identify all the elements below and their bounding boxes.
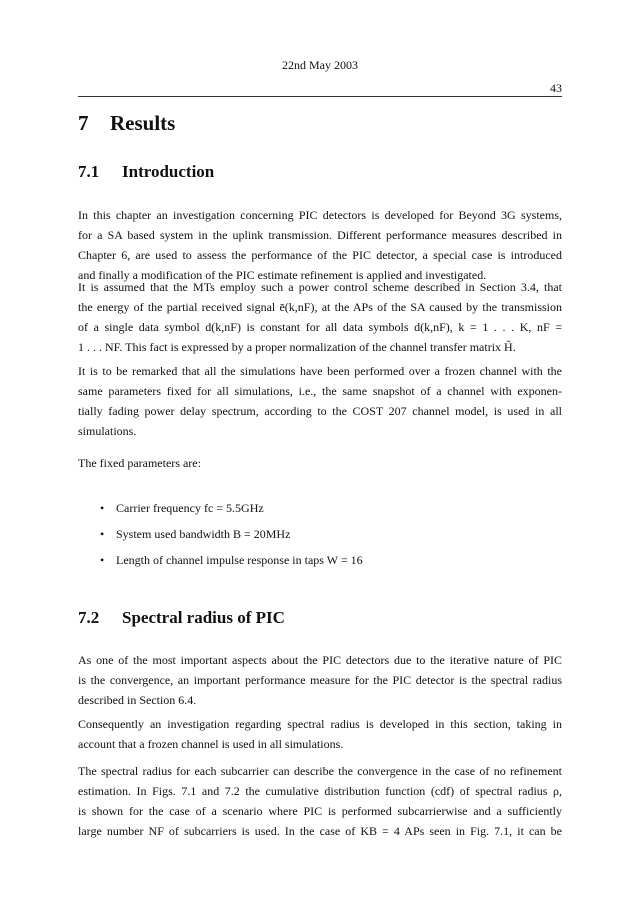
chapter-number: 7: [78, 111, 89, 135]
text-line: estimation. In Figs. 7.1 and 7.2 the cumulative distribution function (cdf) of spectral radius ρ,: [78, 784, 562, 798]
text-line: of a single data symbol d(k,nF) is constant for all data symbols d(k,nF), k = 1 . . . K, nF =: [78, 320, 562, 334]
paragraph-investigation: [78, 714, 562, 754]
text-line: 1 . . . NF. This fact is expressed by a proper normalization of the channel transfer matrix H̃.: [78, 340, 516, 354]
text-line: account that a frozen channel is used in all simulations.: [78, 737, 344, 751]
text-line: The fixed parameters are:: [78, 456, 201, 470]
paragraph-spectral-radius: [78, 761, 562, 841]
chapter-title: [78, 111, 175, 136]
text-line: and finally a modification of the PIC estimate refinement is applied and investigated.: [78, 268, 487, 282]
text-line: simulations.: [78, 424, 137, 438]
text-line: large number NF of subcarriers is used. In the case of KB = 4 APs seen in Fig. 7.1, it can be: [78, 824, 562, 838]
header-rule: [78, 96, 562, 97]
text-line: Consequently an investigation regarding spectral radius is developed in this section, taking in: [78, 717, 562, 731]
text-line: The spectral radius for each subcarrier can describe the convergence in the case of no refinement: [78, 764, 562, 778]
chapter-title-text: Results: [110, 111, 176, 135]
text-line: same parameters fixed for all simulations, i.e., the same snapshot of a channel with exponen-: [78, 384, 562, 398]
section-title: Spectral radius of PIC: [122, 608, 285, 627]
header-date: 22nd May 2003: [282, 58, 358, 72]
text-line: tially fading power delay spectrum, according to the COST 207 channel model, is used in all: [78, 404, 562, 418]
text-line: In this chapter an investigation concerning PIC detectors is developed for Beyond 3G systems,: [78, 208, 562, 222]
bullet-icon: •: [100, 553, 105, 567]
paragraph-fixed-parameters: [78, 453, 562, 473]
text-line: As one of the most important aspects about the PIC detectors due to the iterative nature of PIC: [78, 653, 562, 667]
section-heading-7-1: [78, 162, 214, 182]
text-line: is shown for the case of a scenario where PIC is performed subcarrierwise and a sufficiently: [78, 804, 562, 818]
section-title: Introduction: [122, 162, 215, 181]
text-line: for a SA based system in the uplink transmission. Different performance measures described in: [78, 228, 562, 242]
text-line: is the convergence, an important performance measure for the PIC detector is the spectral radius: [78, 673, 562, 687]
bullet-icon: •: [100, 501, 105, 515]
paragraph-intro: [78, 205, 562, 285]
text-line: It is assumed that the MTs employ such a power control scheme described in Section 3.4, that: [78, 280, 562, 294]
list-item: • Carrier frequency fc = 5.5GHz: [78, 498, 363, 524]
text-line: described in Section 6.4.: [78, 693, 197, 707]
text-line: It is to be remarked that all the simulations have been performed over a frozen channel with the: [78, 364, 562, 378]
paragraph-frozen-channel: [78, 361, 562, 441]
text-line: the energy of the partial received signal ē(k,nF), at the APs of the SA caused by the transmission: [78, 300, 562, 314]
list-item: • System used bandwidth B = 20MHz: [78, 524, 363, 550]
section-heading-7-2: [78, 608, 285, 628]
text-line: Chapter 6, are used to assess the performance of the PIC detector, a special case is introduced: [78, 248, 562, 262]
section-number: 7.2: [78, 608, 100, 627]
bullet-icon: •: [100, 527, 105, 541]
paragraph-convergence: [78, 650, 562, 710]
list-item: • Length of channel impulse response in taps W = 16: [78, 550, 363, 576]
page-number: 43: [550, 81, 562, 95]
parameter-list: [78, 498, 363, 576]
paragraph-power-control: [78, 277, 562, 357]
section-number: 7.1: [78, 162, 100, 181]
